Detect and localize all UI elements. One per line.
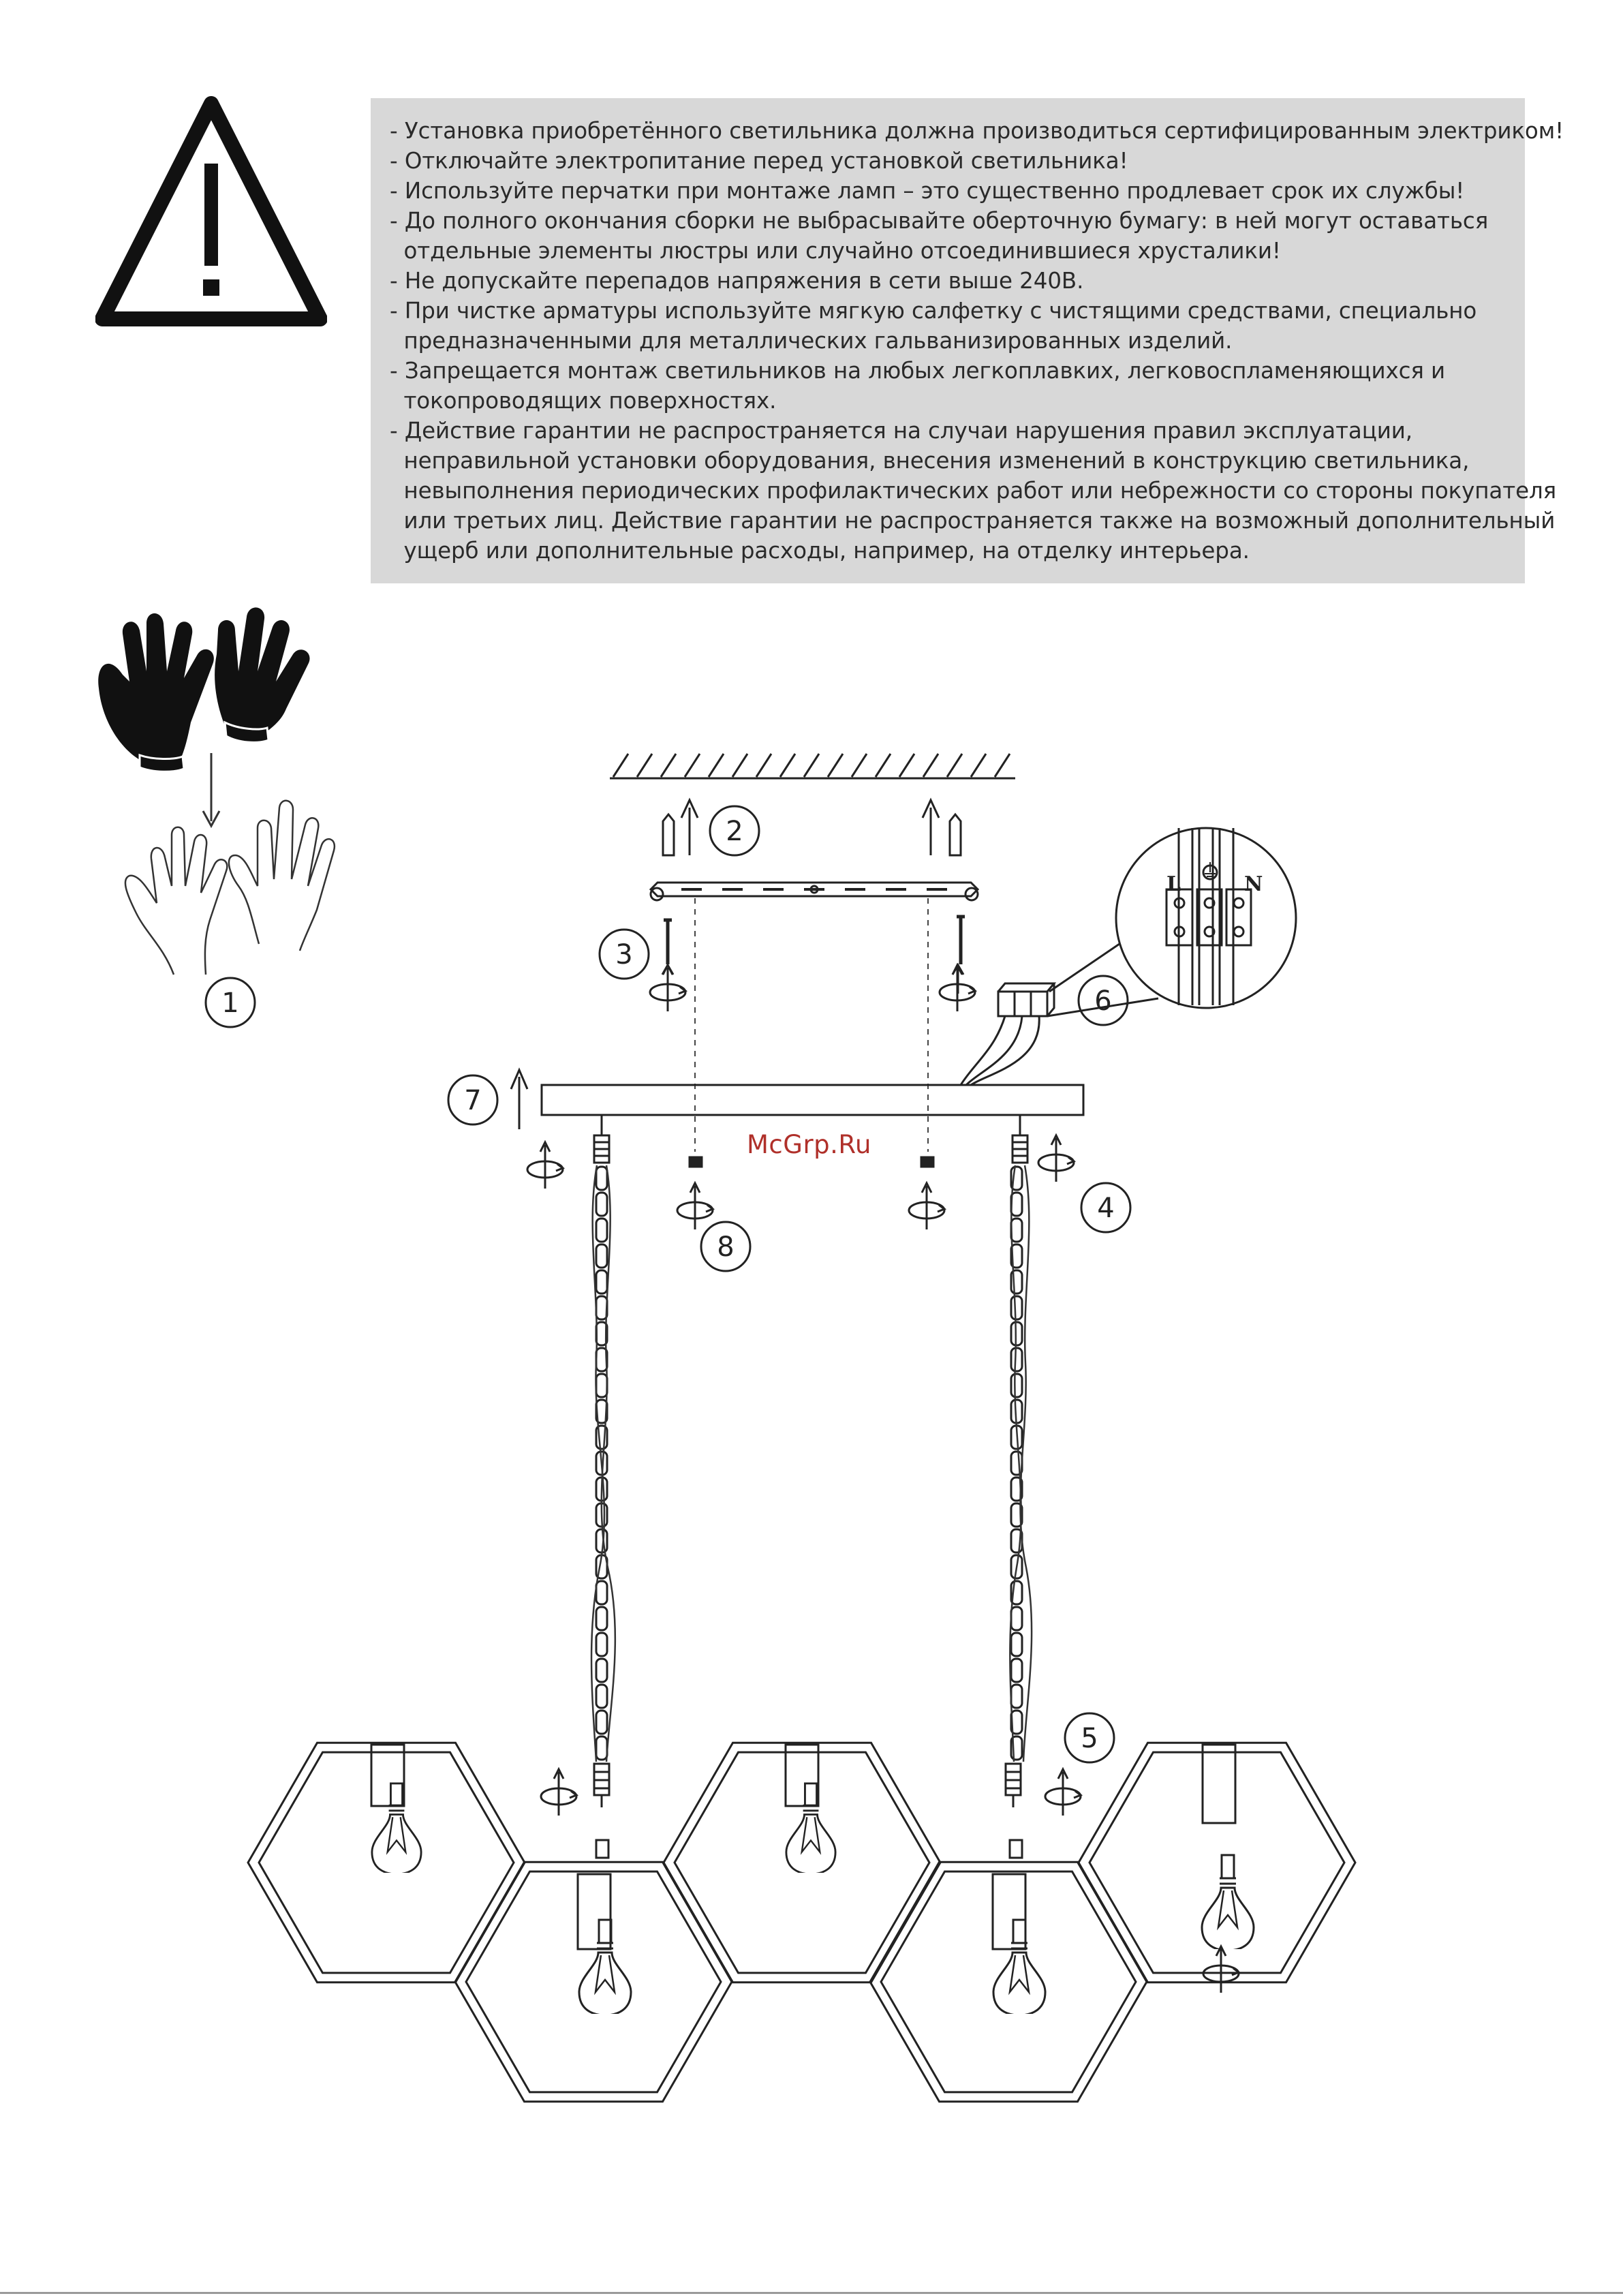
warning-item: - Используйте перчатки при монтаже ламп – это существенно продлевает срок их службы!: [390, 178, 1465, 204]
warning-list: [390, 116, 1564, 566]
gloves-icon: [98, 607, 309, 826]
rotate-icon: [527, 1142, 563, 1189]
canopy-bar: [511, 1070, 1083, 1129]
svg-text:5: 5: [1081, 1723, 1098, 1754]
alignment-dashes: [695, 898, 928, 1152]
warning-panel: [371, 98, 1564, 583]
svg-text:3: 3: [615, 939, 633, 970]
suspension-cables: [591, 1165, 1032, 1762]
hands-icon: [125, 801, 335, 975]
chain-link: [596, 1581, 607, 1604]
svg-text:6: 6: [1094, 985, 1112, 1017]
svg-text:2: 2: [726, 816, 743, 847]
chain-link: [1011, 1659, 1022, 1682]
rotate-icon: [1045, 1769, 1081, 1816]
bulb-icon: [786, 1784, 835, 1874]
step-5-label: [1065, 1713, 1114, 1762]
warning-item: - При чистке арматуры используйте мягкую салфетку с чистящими средствами, специально: [390, 298, 1477, 324]
warning-item: - Действие гарантии не распространяется на случаи нарушения правил эксплуатации,: [390, 418, 1413, 444]
chain-link: [596, 1659, 607, 1682]
warning-item: - Отключайте электропитание перед установкой светильника!: [390, 148, 1128, 174]
warning-item: невыполнения периодических профилактических работ или небрежности со стороны покупателя: [390, 478, 1557, 504]
rotate-icon: [1203, 1946, 1239, 1993]
hexagon-frame: [1089, 1752, 1344, 1973]
rotate-icon: [677, 1183, 713, 1229]
step-2-up-arrows: [663, 800, 961, 855]
hexagon-frame: [259, 1752, 514, 1973]
chain-connectors-bottom: [594, 1764, 1021, 1807]
warning-item: - Установка приобретённого светильника должна производиться сертифицированным электриком!: [390, 118, 1564, 144]
mounting-bracket: [651, 883, 978, 900]
bulb-icon: [1202, 1855, 1254, 1950]
step-1-label: [206, 978, 255, 1027]
svg-text:7: 7: [464, 1085, 482, 1116]
chain-link: [1011, 1374, 1022, 1397]
hexagon-frame: [466, 1871, 721, 2092]
hexagon-frame: [455, 1862, 732, 2102]
chain-link: [1011, 1348, 1022, 1371]
step-3-screws: [662, 917, 965, 994]
chain-link: [596, 1607, 607, 1630]
warning-item: - До полного окончания сборки не выбрасывайте оберточную бумагу: в ней могут оставаться: [390, 208, 1489, 234]
hexagon-frame: [870, 1862, 1147, 2102]
installation-diagram: [0, 586, 1623, 2222]
warning-item: ущерб или дополнительные расходы, например, на отделку интерьера.: [390, 538, 1250, 564]
chain-link: [1011, 1296, 1022, 1319]
hexagon-frame: [248, 1743, 525, 1983]
bulb-icon: [372, 1784, 421, 1874]
step-2-label: [710, 806, 759, 855]
svg-text:1: 1: [221, 988, 239, 1019]
hexagon-frame: [675, 1752, 929, 1973]
watermark: McGrp.Ru: [747, 1130, 871, 1159]
bulb-icon: [579, 1920, 631, 2015]
chain-link: [596, 1374, 607, 1397]
warning-item: - Запрещается монтаж светильников на любых легкоплавких, легковоспламеняющихся и: [390, 358, 1446, 384]
terminal-block: [961, 983, 1054, 1085]
warning-item: или третьих лиц. Действие гарантии не распространяется также на возможный дополнительный: [390, 508, 1556, 534]
bulb-icon: [993, 1920, 1045, 2015]
wiring-detail: [1047, 828, 1296, 1016]
warning-item: - Не допускайте перепадов напряжения в сети выше 240В.: [390, 268, 1084, 294]
step-3-label: [600, 930, 649, 979]
chain-link: [596, 1219, 607, 1242]
warning-triangle-icon: [95, 95, 327, 327]
warning-item: токопроводящих поверхностях.: [390, 388, 777, 414]
rotate-icon: [909, 1183, 944, 1229]
svg-text:8: 8: [717, 1231, 735, 1263]
chain-link: [596, 1736, 607, 1760]
chain-link: [1011, 1633, 1022, 1656]
chain-link: [1011, 1607, 1022, 1630]
chain-link: [596, 1633, 607, 1656]
ground-icon: [1205, 862, 1216, 876]
ceiling: [610, 754, 1015, 778]
hexagon-frame: [881, 1871, 1136, 2092]
hexagon-frames: [248, 1743, 1355, 2102]
chain-link: [1011, 1685, 1022, 1708]
step-8-label: [701, 1222, 750, 1271]
hexagon-frame: [664, 1743, 940, 1983]
step-4-label: [1081, 1183, 1130, 1232]
rotate-icon: [650, 965, 685, 1011]
chain-link: [596, 1711, 607, 1734]
rotate-icon: [940, 965, 975, 1011]
rotate-icon: [541, 1769, 576, 1816]
warning-item: отдельные элементы люстры или случайно отсоединившиеся хрусталики!: [390, 238, 1281, 264]
chain-link: [596, 1193, 607, 1216]
warning-item: неправильной установки оборудования, внесения изменений в конструкцию светильника,: [390, 448, 1470, 474]
chain-link: [596, 1270, 607, 1294]
chain-link: [596, 1685, 607, 1708]
step-7-label: [448, 1075, 497, 1124]
chain-link: [1011, 1219, 1022, 1242]
chain-link: [596, 1167, 607, 1190]
rotate-icon: [1038, 1135, 1074, 1182]
live-terminal-label: L: [1166, 872, 1181, 896]
svg-text:4: 4: [1097, 1193, 1115, 1224]
step-6-label: [1079, 976, 1128, 1025]
neutral-terminal-label: N: [1244, 872, 1263, 896]
hexagon-frame: [1079, 1743, 1355, 1983]
chain-link: [596, 1244, 607, 1268]
warning-item: предназначенными для металлических гальванизированных изделий.: [390, 328, 1233, 354]
footer-rule: [0, 2292, 1623, 2294]
